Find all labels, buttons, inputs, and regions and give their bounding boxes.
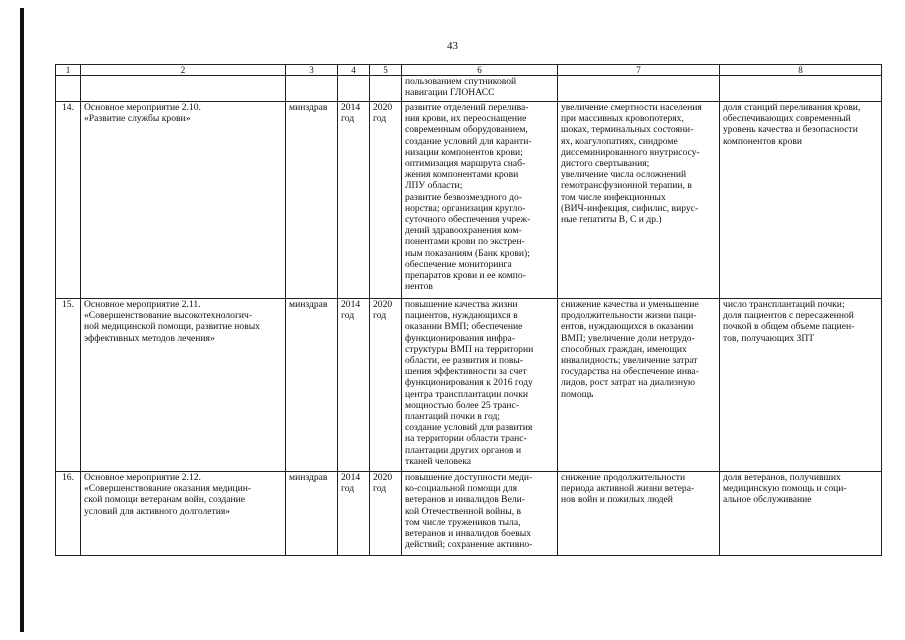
consequences (558, 299, 720, 472)
text-line: ния крови, их переоснащение (405, 113, 527, 125)
text-line: действий; сохранение активно- (405, 539, 533, 551)
header-cell-7: 7 (558, 65, 720, 76)
indicators (720, 299, 882, 472)
text-line: шения эффективности за счет (405, 366, 527, 378)
text-line: периода активной жизни ветера- (561, 483, 695, 495)
text-line: увеличение смертности населения (561, 102, 702, 113)
text-line: Основное мероприятие 2.11. (84, 299, 201, 310)
text-line: том числе инфекционных (561, 191, 666, 203)
text-line: эффективных методов лечения» (84, 332, 215, 344)
text-line: плантаций почки в год; (405, 411, 501, 423)
text-line: пользованием спутниковой (405, 76, 517, 87)
header-cell-8: 8 (720, 65, 882, 76)
text-line: доля станций переливания крови, (723, 102, 861, 113)
text-line: функционирования к 2016 году (405, 377, 533, 389)
header-cell-4: 4 (338, 65, 370, 76)
text-line: продолжительности жизни паци- (561, 310, 697, 322)
text-line: обеспечивающих современный (723, 113, 851, 125)
text-line: число трансплантаций почки; (723, 299, 845, 310)
text-line: доля пациентов с пересаженной (723, 310, 854, 322)
text-line: почкой в общем объеме пациен- (723, 321, 855, 333)
text-line: ЛПУ области; (405, 180, 463, 192)
text-line: повышение качества жизни (405, 299, 518, 310)
text-line: при массивных кровопотерях, (561, 113, 684, 125)
text-line: Основное мероприятие 2.12. (84, 472, 201, 483)
binding-edge (20, 8, 24, 632)
activity-name (81, 472, 286, 556)
executor: минздрав (286, 102, 338, 299)
text-line: год (373, 113, 387, 125)
indicators (720, 102, 882, 299)
text-line: 2020 (373, 472, 393, 483)
text-line: норства; организация кругло- (405, 202, 526, 214)
text-line: нов войн и пожилых людей (561, 494, 673, 506)
text-line: дений здравоохранения ком- (405, 225, 522, 237)
text-line: 2014 (341, 299, 361, 310)
table-row (56, 472, 882, 556)
text-line: ВМП; увеличение доли нетрудо- (561, 332, 695, 344)
text-line: диссеминированного внутрисосу- (561, 146, 700, 158)
row-number: 14. (56, 102, 81, 299)
text-line: ях, коагулопатиях, синдроме (561, 135, 678, 147)
text-line: структуры ВМП на территории (405, 343, 534, 355)
activity-name (81, 299, 286, 472)
end-year (370, 102, 402, 299)
text-line: жения компонентами крови (405, 169, 519, 181)
text-line: год (341, 310, 355, 322)
executor: минздрав (286, 472, 338, 556)
text-line: гемотрансфузионной терапии, в (561, 180, 692, 192)
start-year (338, 472, 370, 556)
text-line: способных граждан, имеющих (561, 343, 687, 355)
text-line: мощностью более 25 транс- (405, 399, 520, 411)
text-line: увеличение числа осложнений (561, 169, 687, 181)
text-line: Основное мероприятие 2.10. (84, 102, 201, 113)
expected-result (402, 299, 558, 472)
start-year (338, 299, 370, 472)
text-line: лидов, рост затрат на диализную (561, 377, 696, 389)
end-year (370, 472, 402, 556)
program-table (55, 64, 882, 556)
text-line: «Совершенствование оказания медицин- (84, 483, 252, 495)
activity-name (81, 102, 286, 299)
text-line: «Развитие службы крови» (84, 113, 191, 125)
continuation-text (402, 76, 558, 102)
header-cell-2: 2 (81, 65, 286, 76)
text-line: ко-социальной помощи для (405, 483, 518, 495)
text-line: ветеранов и инвалидов боевых (405, 528, 531, 540)
start-year (338, 102, 370, 299)
text-line: функционирования инфра- (405, 332, 515, 344)
text-line: год (341, 483, 355, 495)
header-cell-3: 3 (286, 65, 338, 76)
text-line: оптимизация маршрута снаб- (405, 158, 526, 170)
header-row (56, 65, 882, 76)
text-line: нентов (405, 281, 433, 293)
text-line: тов, получающих ЗПТ (723, 332, 815, 344)
text-line: создание условий для каранти- (405, 135, 532, 147)
text-line: год (373, 310, 387, 322)
text-line: ным показаниям (Банк крови); (405, 247, 530, 259)
text-line: области, ее развития и повы- (405, 355, 524, 367)
text-line: тканей человека (405, 455, 472, 467)
text-line: навигации ГЛОНАСС (405, 87, 495, 99)
text-line: 2020 (373, 102, 393, 113)
end-year (370, 299, 402, 472)
text-line: инвалидность; увеличение затрат (561, 355, 698, 367)
text-line: ентов, нуждающихся в оказании (561, 321, 694, 333)
text-line: на территории области транс- (405, 433, 527, 445)
header-cell-5: 5 (370, 65, 402, 76)
text-line: плантации других органов и (405, 444, 522, 456)
text-line: центра трансплантации почки (405, 388, 529, 400)
continuation-row (56, 76, 882, 102)
text-line: условий для активного долголетия» (84, 505, 231, 517)
header-cell-6: 6 (402, 65, 558, 76)
text-line: оказании ВМП; обеспечение (405, 321, 523, 333)
text-line: повышение доступности меди- (405, 472, 533, 483)
text-line: медицинскую помощь и соци- (723, 483, 847, 495)
text-line: компонентов крови (723, 135, 803, 147)
indicators (720, 472, 882, 556)
text-line: 2020 (373, 299, 393, 310)
text-line: доля ветеранов, получивших (723, 472, 841, 483)
text-line: альное обслуживание (723, 494, 812, 506)
consequences (558, 102, 720, 299)
text-line: развитие безвозмездного до- (405, 191, 522, 203)
text-line: суточного обеспечения учреж- (405, 214, 531, 226)
text-line: 2014 (341, 102, 361, 113)
text-line: государства на обеспечение инва- (561, 366, 699, 378)
text-line: уровень качества и безопасности (723, 124, 858, 136)
text-line: кой Отечественной войны, в (405, 505, 522, 517)
text-line: препаратов крови и ее компо- (405, 270, 526, 282)
text-line: ной медицинской помощи, развитие новых (84, 321, 260, 333)
table-row (56, 102, 882, 299)
text-line: том числе тружеников тыла, (405, 516, 521, 528)
expected-result (402, 102, 558, 299)
row-number: 15. (56, 299, 81, 472)
text-line: понентами крови по экстрен- (405, 236, 525, 248)
text-line: дистого свертывания; (561, 158, 650, 170)
header-cell-1: 1 (56, 65, 81, 76)
text-line: помощь (561, 388, 594, 400)
text-line: ветеранов и инвалидов Вели- (405, 494, 525, 506)
text-line: снижение продолжительности (561, 472, 686, 483)
executor: минздрав (286, 299, 338, 472)
text-line: низации компонентов крови; (405, 146, 523, 158)
text-line: ные гепатиты В, С и др.) (561, 214, 662, 226)
text-line: 2014 (341, 472, 361, 483)
text-line: ской помощи ветеранам войн, создание (84, 494, 246, 506)
text-line: год (341, 113, 355, 125)
text-line: шоках, терминальных состояни- (561, 124, 694, 136)
text-line: снижение качества и уменьшение (561, 299, 699, 310)
text-line: создание условий для развития (405, 422, 533, 434)
table-row (56, 299, 882, 472)
text-line: современным оборудованием, (405, 124, 528, 136)
text-line: развитие отделений перелива- (405, 102, 529, 113)
row-number: 16. (56, 472, 81, 556)
page-number: 43 (447, 40, 458, 52)
text-line: пациентов, нуждающихся в (405, 310, 518, 322)
consequences (558, 472, 720, 556)
text-line: обеспечение мониторинга (405, 258, 512, 270)
text-line: (ВИЧ-инфекция, сифилис, вирус- (561, 202, 699, 214)
expected-result (402, 472, 558, 556)
text-line: год (373, 483, 387, 495)
text-line: «Совершенствование высокотехнологич- (84, 310, 253, 322)
